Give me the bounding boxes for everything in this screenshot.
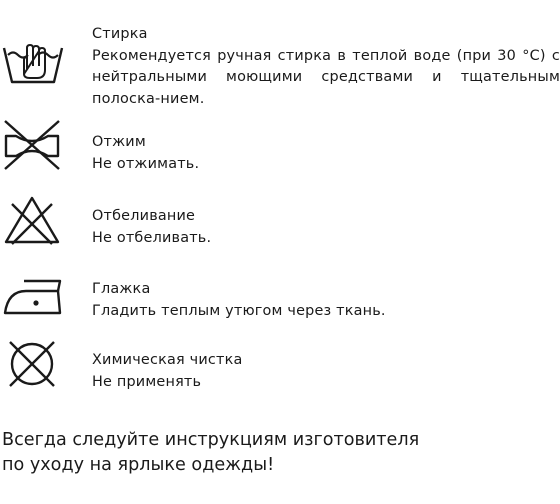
- do-not-bleach-icon: [2, 194, 62, 246]
- care-item-description: Рекомендуется ручная стирка в теплой воде (при 30 °С) с нейтральными моющими средствами и тщательным полоска-нием.: [92, 47, 560, 107]
- care-item-title: Стирка: [92, 26, 148, 42]
- iron-low-icon: [2, 277, 64, 317]
- care-item-title: Отбеливание: [92, 208, 196, 224]
- footer-line-1: Всегда следуйте инструкциям изготовителя: [2, 430, 420, 450]
- care-item-text: [92, 279, 560, 322]
- footer-note: [2, 428, 558, 478]
- care-item-text: [92, 350, 560, 393]
- care-item-text: [92, 132, 560, 175]
- care-item-title: Отжим: [92, 134, 146, 150]
- hand-wash-icon: [2, 38, 64, 84]
- care-item-title: Химическая чистка: [92, 352, 243, 368]
- care-item-description: Гладить теплым утюгом через ткань.: [92, 302, 386, 319]
- care-item-description: Не отжимать.: [92, 155, 200, 172]
- do-not-dry-clean-icon: [2, 338, 62, 390]
- care-item-title: Глажка: [92, 281, 151, 297]
- care-item-description: Не применять: [92, 373, 202, 390]
- care-item-text: [92, 24, 560, 110]
- care-item-text: [92, 206, 560, 249]
- care-item-description: Не отбеливать.: [92, 229, 212, 246]
- footer-line-2: по уходу на ярлыке одежды!: [2, 455, 275, 475]
- do-not-wring-icon: [2, 118, 62, 172]
